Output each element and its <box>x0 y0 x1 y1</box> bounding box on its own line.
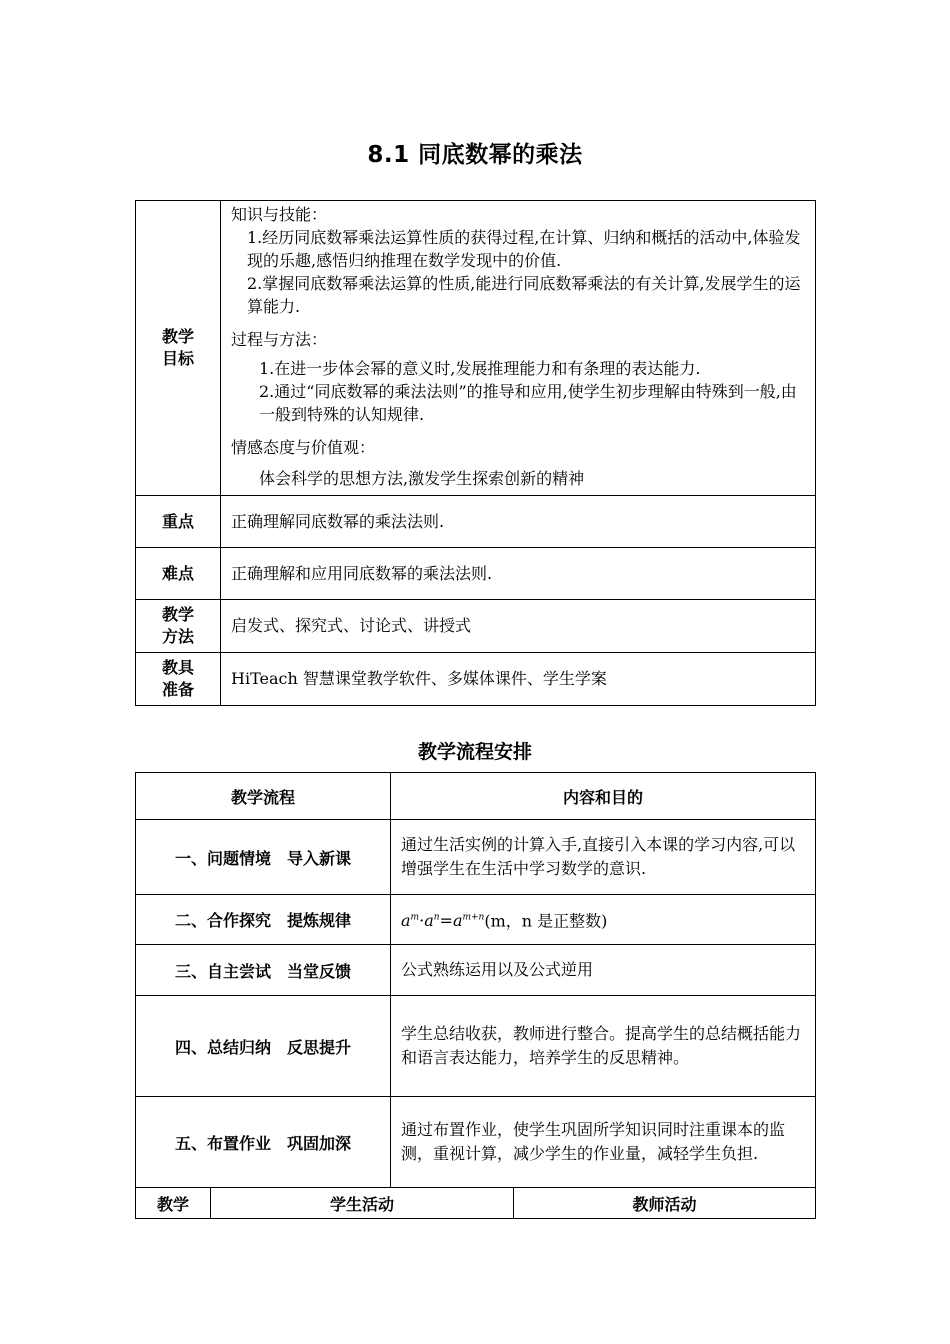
key-point-row <box>136 496 816 548</box>
tools-label: 教具 准备 <box>136 653 221 706</box>
flow-row <box>136 895 816 945</box>
flow-step: 三、自主尝试 当堂反馈 <box>136 945 391 996</box>
emotion-heading: 情感态度与价值观： <box>231 438 376 457</box>
product-rule-formula: $a^m\cdot a^n=a^{m+n}$ <box>401 911 485 931</box>
objectives-row <box>136 201 816 496</box>
flow-row <box>136 820 816 895</box>
lesson-info-table <box>135 200 816 706</box>
activities-col-teacher: 教师活动 <box>514 1188 816 1219</box>
method-row <box>136 600 816 653</box>
key-point-text: 正确理解同底数幂的乘法法则. <box>221 496 816 548</box>
flow-row <box>136 945 816 996</box>
key-point-label: 重点 <box>136 496 221 548</box>
flow-row <box>136 996 816 1097</box>
flow-content: 通过生活实例的计算入手,直接引入本课的学习内容,可以增强学生在生活中学习数学的意识. <box>391 820 816 895</box>
document-title: 8.1 同底数幂的乘法 <box>367 142 583 168</box>
teaching-flow-table <box>135 772 816 1188</box>
flow-step: 四、总结归纳 反思提升 <box>136 996 391 1097</box>
tools-text: HiTeach 智慧课堂教学软件、多媒体课件、学生学案 <box>221 653 816 706</box>
flow-step: 二、合作探究 提炼规律 <box>136 895 391 945</box>
knowledge-heading: 知识与技能： <box>231 205 328 224</box>
activities-col-teaching: 教学 <box>136 1188 211 1219</box>
objectives-content <box>221 201 816 496</box>
flow-content: 公式熟练运用以及公式逆用 <box>391 945 816 996</box>
flow-content: 学生总结收获，教师进行整合。提高学生的总结概括能力和语言表达能力，培养学生的反思精神。 <box>391 996 816 1097</box>
process-item: 2.通过“同底数幂的乘法法则”的推导和应用,使学生初步理解由特殊到一般,由一般到特殊的认知规律. <box>259 382 797 424</box>
flow-section-title: 教学流程安排 <box>417 741 532 763</box>
objectives-label: 教学 目标 <box>136 201 221 496</box>
difficulty-label: 难点 <box>136 548 221 600</box>
difficulty-text: 正确理解和应用同底数幂的乘法法则. <box>221 548 816 600</box>
activities-table <box>135 1187 816 1219</box>
knowledge-item: 1.经历同底数幂乘法运算性质的获得过程,在计算、归纳和概括的活动中,体验发现的乐趣,感悟归纳推理在数学发现中的价值. <box>247 228 801 270</box>
flow-col-process: 教学流程 <box>136 773 391 820</box>
flow-header-row <box>136 773 816 820</box>
flow-col-content: 内容和目的 <box>391 773 816 820</box>
formula-condition: (m，n 是正整数) <box>484 911 608 931</box>
activities-col-student: 学生活动 <box>211 1188 514 1219</box>
flow-step: 五、布置作业 巩固加深 <box>136 1097 391 1188</box>
flow-row <box>136 1097 816 1188</box>
process-heading: 过程与方法： <box>231 330 328 349</box>
process-item: 1.在进一步体会幂的意义时,发展推理能力和有条理的表达能力. <box>259 359 701 378</box>
flow-content: 通过布置作业，使学生巩固所学知识同时注重课本的监测，重视计算，减少学生的作业量，减轻学生负担. <box>391 1097 816 1188</box>
method-text: 启发式、探究式、讨论式、讲授式 <box>221 600 816 653</box>
emotion-item: 体会科学的思想方法,激发学生探索创新的精神 <box>259 469 585 488</box>
difficulty-row <box>136 548 816 600</box>
activities-header-row <box>136 1188 816 1219</box>
flow-step: 一、问题情境 导入新课 <box>136 820 391 895</box>
flow-content <box>391 895 816 945</box>
tools-row <box>136 653 816 706</box>
method-label: 教学 方法 <box>136 600 221 653</box>
knowledge-item: 2.掌握同底数幂乘法运算的性质,能进行同底数幂乘法的有关计算,发展学生的运算能力. <box>247 274 801 316</box>
